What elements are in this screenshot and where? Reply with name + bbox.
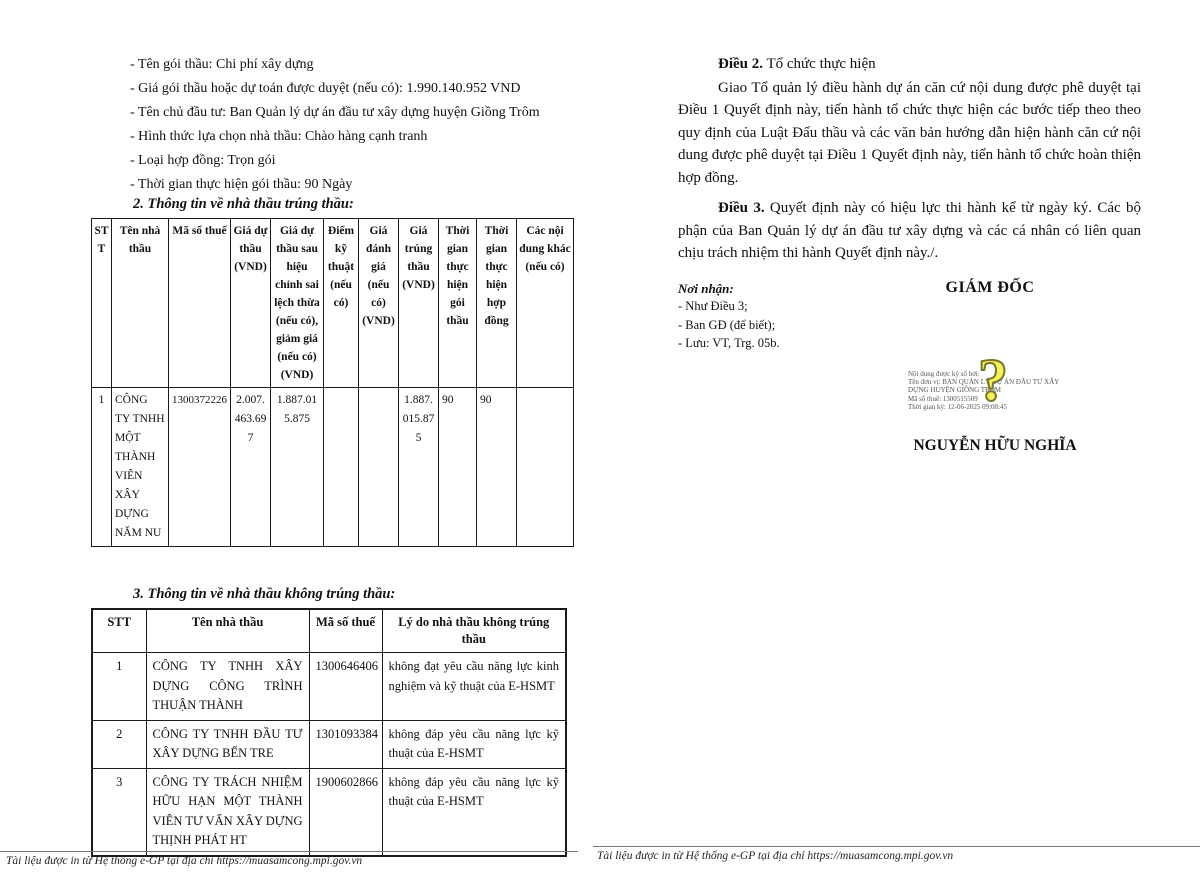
loser-table-row [92,653,566,721]
winner-header-taxcode: Mã số thuế [169,219,231,388]
bullet-selection-form: - Hình thức lựa chọn nhà thầu: Chào hàng cạnh tranh [130,129,428,144]
loser-table [91,608,567,857]
winner-cell-other [517,388,574,547]
winner-cell-contractor: CÔNG TY TNHH MỘT THÀNH VIÊN XÂY DỰNG NĂM NU [112,388,169,547]
footer-note: Tài liệu được in từ Hệ thống e-GP tại địa chỉ https://muasamcong.mpi.gov.vn [597,850,954,862]
article-3-text: Quyết định này có hiệu lực thi hành kể từ ngày ký. Các bộ phận của Ban Quản lý dự án đầu tư xây dựng và các cá nhân có liên quan chịu trách nhiệm thi hành Quyết định này./. [678,200,1141,261]
bullet-contract-type: - Loại hợp đồng: Trọn gói [130,153,276,168]
loser-cell-contractor: CÔNG TY TRÁCH NHIỆM HỮU HẠN MỘT THÀNH VIÊN TƯ VẤN XÂY DỰNG THỊNH PHÁT HT [146,768,309,856]
article-3-label: Điều 3. [718,200,765,216]
signature-unknown-validity-icon: ? [978,347,1008,413]
winner-header-contractor: Tên nhà thầu [112,219,169,388]
winner-table-row [92,388,574,547]
article-2-paragraph: Giao Tổ quản lý điều hành dự án căn cứ nội dung được phê duyệt tại Điều 1 Quyết định này, tiến hành tổ chức thực hiện các bước tiếp theo theo quy định của Luật Đấu thầu và các văn bản hướng dẫn hiện hành căn cứ nội dung được phê duyệt tại Điều 1 Quyết định này, tiến hành tổ chức hoàn thiện hợp đồng. [678,79,1141,186]
winner-cell-evaluated-price [359,388,399,547]
winner-header-corrected-price: Giá dự thầu sau hiệu chỉnh sai lệch thừa (nếu có), giảm giá (nếu có) (VND) [271,219,324,388]
loser-header-stt: STT [92,609,146,653]
winner-cell-corrected-price: 1.887.015.875 [271,388,324,547]
loser-cell-reason: không đáp yêu cầu năng lực kỹ thuật của E-HSMT [382,768,566,856]
loser-header-reason: Lý do nhà thầu không trúng thầu [382,609,566,653]
loser-cell-taxcode: 1300646406 [309,653,382,721]
loser-cell-reason: không đáp yêu cầu năng lực kỹ thuật của E-HSMT [382,720,566,768]
articles-body [678,53,1141,265]
winner-header-package-duration: Thời gian thực hiện gói thầu [439,219,477,388]
loser-cell-stt: 1 [92,653,146,721]
winner-table [91,218,574,547]
loser-header-contractor: Tên nhà thầu [146,609,309,653]
winner-cell-contract-duration: 90 [477,388,517,547]
digital-signature-stamp [908,370,1153,411]
winner-header-winning-price: Giá trúng thầu (VND) [399,219,439,388]
bullet-execution-time: - Thời gian thực hiện gói thầu: 90 Ngày [130,177,353,192]
bullet-package-price: - Giá gói thầu hoặc dự toán được duyệt (nếu có): 1.990.140.952 VND [130,81,521,96]
bullet-investor-name: - Tên chủ đầu tư: Ban Quản lý dự án đầu tư xây dựng huyện Giồng Trôm [130,105,540,120]
winner-table-header-row [92,219,574,388]
stamp-line-unit-name: Tên đơn vị: BAN QUẢN LÝ DỰ ÁN ĐẦU TƯ XÂY [908,378,1060,387]
section-2-heading: 2. Thông tin về nhà thầu trúng thầu: [133,196,354,212]
winner-header-technical-score: Điểm kỹ thuật (nếu có) [324,219,359,388]
article-2-title-line [678,53,1141,76]
signer-title: GIÁM ĐỐC [945,279,1035,296]
signer-name: NGUYỄN HỮU NGHĨA [913,437,1077,454]
loser-header-taxcode: Mã số thuế [309,609,382,653]
footer-rule [593,846,1200,847]
stamp-line-sign-time: Thời gian ký: 12-06-2025 09:08:45 [908,402,1007,411]
winner-cell-stt: 1 [92,388,112,547]
loser-cell-reason: không đạt yêu cầu năng lực kinh nghiệm và kỹ thuật của E-HSMT [382,653,566,721]
loser-cell-taxcode: 1301093384 [309,720,382,768]
loser-table-header-row [92,609,566,653]
recipients-label: Nơi nhận: [678,281,734,296]
loser-cell-contractor: CÔNG TY TNHH ĐẦU TƯ XÂY DỰNG BẾN TRE [146,720,309,768]
stamp-line-unit-name2: DỰNG HUYỆN GIỒNG TRÔM [908,386,1001,395]
recipient-item: - Lưu: VT, Trg. 05b. [678,336,780,350]
winner-header-other: Các nội dung khác (nếu có) [517,219,574,388]
document-page-left [0,0,590,889]
winner-header-bid-price: Giá dự thầu (VND) [231,219,271,388]
recipient-item: - Ban GĐ (để biết); [678,317,776,332]
article-3-paragraph [678,197,1141,265]
loser-table-row [92,720,566,768]
footer-note: Tài liệu được in từ Hệ thống e-GP tại địa chỉ https://muasamcong.mpi.gov.vn [6,855,363,867]
winner-cell-winning-price: 1.887.015.875 [399,388,439,547]
package-detail-list [130,53,540,197]
article-2-label: Điều 2. [718,56,763,72]
winner-cell-technical-score [324,388,359,547]
loser-cell-contractor: CÔNG TY TNHH XÂY DỰNG CÔNG TRÌNH THUẬN THÀNH [146,653,309,721]
stamp-line-taxcode: Mã số thuế: 1300515509 [908,394,978,403]
winner-header-evaluated-price: Giá đánh giá (nếu có) (VND) [359,219,399,388]
winner-header-contract-duration: Thời gian thực hiện hợp đồng [477,219,517,388]
paragraph-gap [678,189,1141,197]
winner-header-stt: STT [92,219,112,388]
section-3-heading: 3. Thông tin về nhà thầu không trúng thầu: [133,586,396,602]
loser-cell-taxcode: 1900602866 [309,768,382,856]
article-2-title: Tổ chức thực hiện [763,56,876,72]
loser-cell-stt: 3 [92,768,146,856]
loser-table-row [92,768,566,856]
recipients-block [678,281,780,353]
bullet-package-name: - Tên gói thầu: Chi phí xây dựng [130,57,314,72]
recipient-item: - Như Điều 3; [678,299,748,313]
winner-cell-package-duration: 90 [439,388,477,547]
winner-cell-bid-price: 2.007.463.697 [231,388,271,547]
winner-cell-taxcode: 1300372226 [169,388,231,547]
loser-cell-stt: 2 [92,720,146,768]
stamp-line-signed-by: Nội dung được ký số bởi: [908,370,980,378]
document-page-right [590,0,1200,889]
footer-rule [0,851,578,852]
